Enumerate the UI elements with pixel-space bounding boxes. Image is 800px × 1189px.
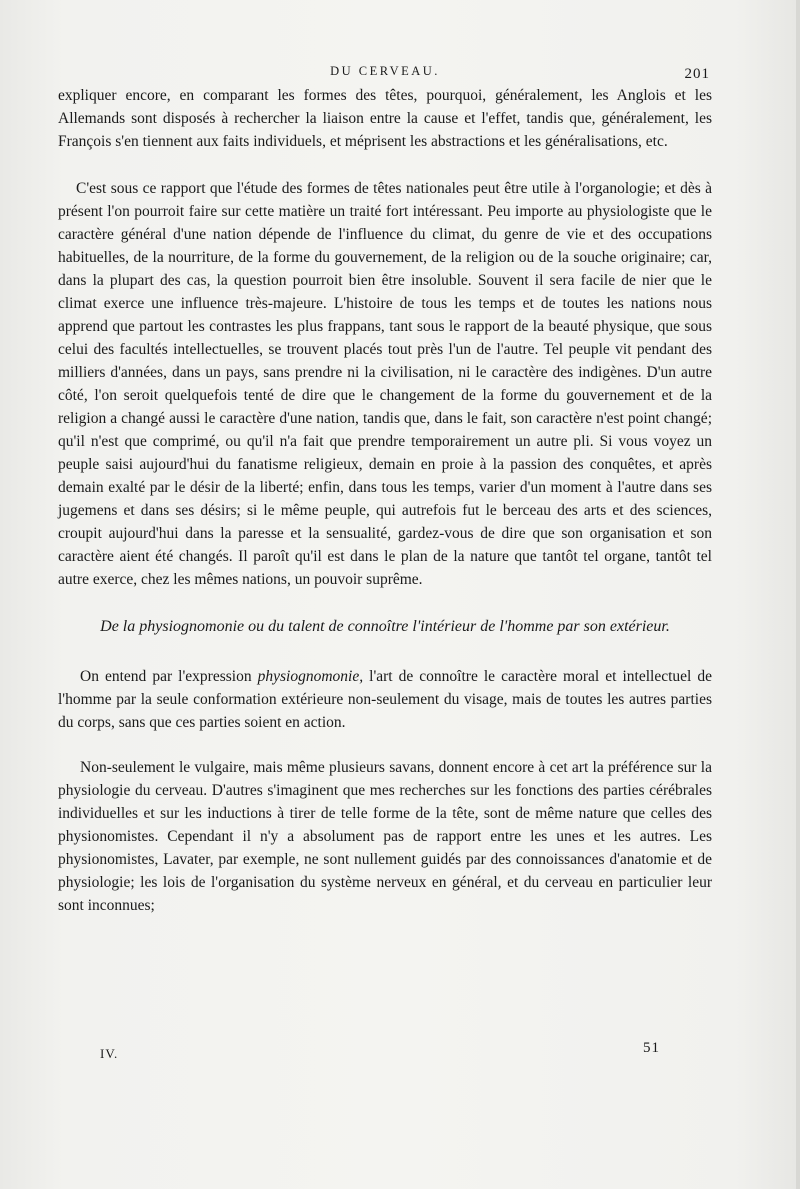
volume-number: IV.: [100, 1046, 119, 1061]
paragraph-3-lead: On entend par l'expression: [80, 668, 258, 685]
paragraph-2: C'est sous ce rapport que l'étude des formes de têtes nationales peut être utile à l'organologie; et dès à présent l'on pourroit faire sur cette matière un traité fort intéressant. Peu importe au physiologiste que le caractère général d'une nation dépende de l'influence du climat, du genre de vie et des occupations habituelles, de la nourriture, de la forme du gouvernement, de la religion ou de la souche originaire; car, dans la plupart des cas, la question pourroit bien être insoluble. Souvent il sera facile de nier que le climat exerce une influence très-majeure. L'histoire de tous les temps et de toutes les nations nous apprend que partout les contrastes les plus frappans, tant sous le rapport de la beauté physique, que sous celui des facultés intellectuelles, se trouvent placés tout près l'un de l'autre. Tel peuple vit pendant des milliers d'années, dans un pays, sans prendre ni la civilisation, ni le caractère des indigènes. D'un autre côté, l'on seroit quelquefois tenté de dire que le changement de la forme du gouvernement et de la religion a changé aussi le caractère d'une nation, tandis que, dans le fait, son caractère n'est point changé; qu'il n'est que comprimé, ou qu'il n'a fait que prendre temporairement un autre pli. Si vous voyez un peuple saisi aujourd'hui du fanatisme religieux, demain en proie à la passion des conquêtes, et après demain exalté par le désir de la liberté; enfin, dans tous les temps, varier d'un moment à l'autre dans ses jugemens et dans ses désirs; si le même peuple, qui autrefois fut le berceau des arts et des sciences, croupit aujourd'hui dans la paresse et la sensualité, gardez-vous de dire que son organisation et son caractère aient été changés. Il paroît qu'il est dans le plan de la nature que tantôt tel organe, tantôt tel autre exerce, chez les mêmes nations, un pouvoir suprême.: [58, 180, 712, 588]
page-footer: [100, 1040, 660, 1064]
page-edge: [796, 0, 800, 1189]
paragraph-3-term: physiognomonie,: [257, 668, 364, 685]
paragraph-1: expliquer encore, en comparant les formes des têtes, pourquoi, généralement, les Anglois et les Allemands sont disposés à rechercher la liaison entre la cause et l'effet, tandis que, généralement, les François s'en tiennent aux faits individuels, et méprisent les abstractions et les généralisations, etc.: [58, 87, 712, 150]
running-head: [60, 62, 710, 82]
running-title: DU CERVEAU.: [330, 64, 440, 78]
section-heading: De la physiognomonie ou du talent de connoître l'intérieur de l'homme par son extérieur.: [100, 618, 670, 635]
page-number: 201: [684, 66, 710, 82]
signature-mark: 51: [643, 1040, 660, 1056]
paragraph-3-rest: l'art de connoître le caractère moral et intellectuel de l'homme par la seule conformation extérieure non-seulement du visage, mais de toutes les autres parties du corps, sans que ces parties soient en action.: [58, 668, 712, 731]
paragraph-3: [58, 665, 712, 734]
main-text: [58, 84, 712, 917]
paragraph-4: Non-seulement le vulgaire, mais même plusieurs savans, donnent encore à cet art la préférence sur la physiologie du cerveau. D'autres s'imaginent que mes recherches sur les fonctions des parties cérébrales individuelles et sur les inductions à tirer de telle forme de la tête, sont de même nature que celles des physionomistes. Cependant il n'y a absolument pas de rapport entre les unes et les autres. Les physionomistes, Lavater, par exemple, ne sont nullement guidés par des connoissances d'anatomie et de physiologie; les lois de l'organisation du système nerveux en général, et du cerveau en particulier leur sont inconnues;: [58, 759, 712, 914]
